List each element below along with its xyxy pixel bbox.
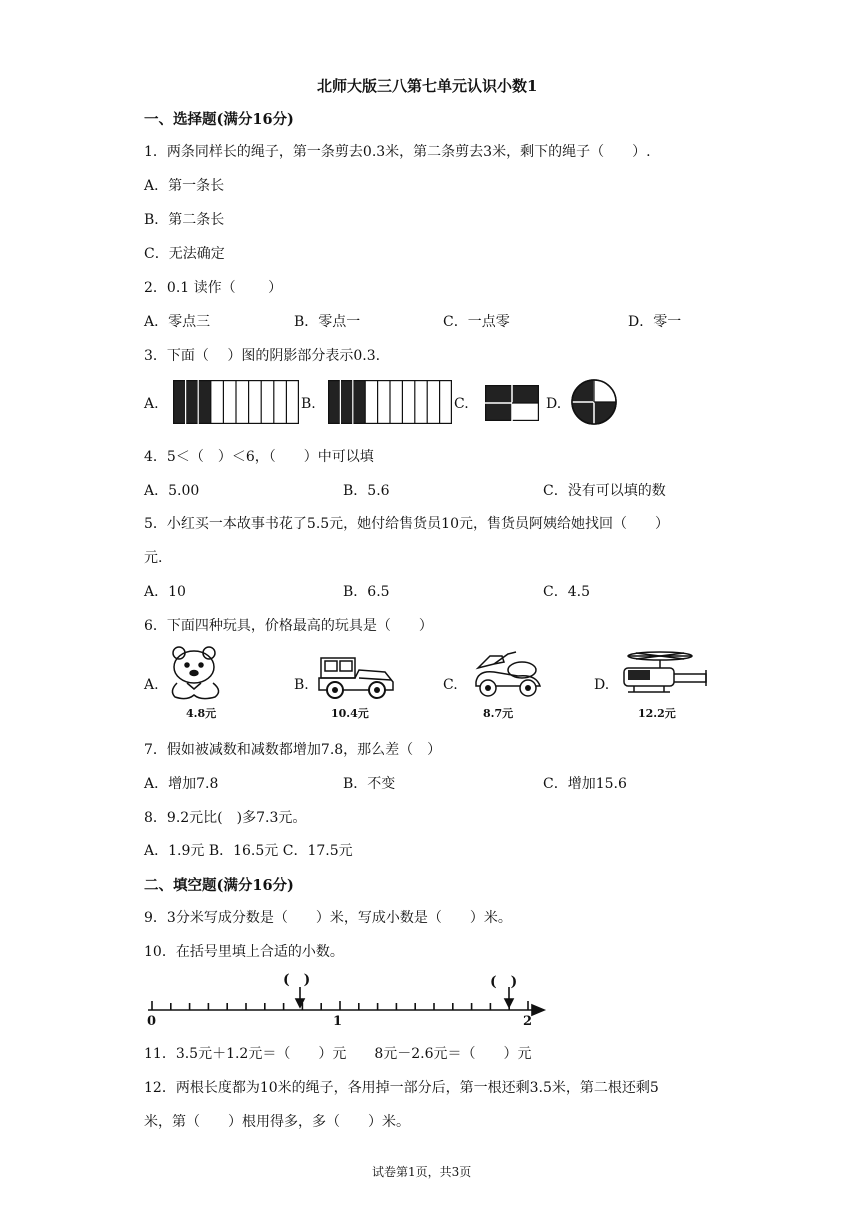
- question-8: 8．9.2元比( )多7.3元。: [144, 810, 307, 826]
- section-heading-choice: 一、选择题(满分16分): [144, 111, 294, 128]
- q6-option-c: C.: [443, 677, 458, 693]
- q4-option-c: C．没有可以填的数: [543, 483, 666, 499]
- scooter-toy-icon: [468, 648, 546, 698]
- question-9: 9．3分米写成分数是（ ）米，写成小数是（ ）米。: [144, 910, 512, 926]
- q6-option-b: B.: [294, 677, 309, 693]
- q3-figure-d: [570, 378, 618, 426]
- q2-option-a: A．零点三: [144, 314, 211, 330]
- question-2: 2．0.1 读作（ ）: [144, 280, 283, 296]
- page-title: 北师大版三八第七单元认识小数1: [317, 77, 538, 95]
- q5-option-b: B．6.5: [343, 584, 390, 600]
- q7-option-a: A．增加7.8: [144, 776, 219, 792]
- q7-option-b: B．不变: [343, 776, 396, 792]
- q1-option-a: A．第一条长: [144, 178, 225, 194]
- q6-price-b: 10.4元: [331, 707, 369, 720]
- q3-figure-a: [173, 380, 299, 424]
- number-line: [146, 985, 546, 1017]
- section-heading-fill: 二、填空题(满分16分): [144, 877, 294, 894]
- number-line-bracket-2: ( ): [490, 974, 518, 990]
- q4-option-b: B．5.6: [343, 483, 390, 499]
- number-line-bracket-1: ( ): [283, 972, 311, 988]
- q2-option-b: B．零点一: [294, 314, 361, 330]
- q6-option-a: A.: [144, 677, 159, 693]
- question-5-continued: 元.: [144, 550, 163, 566]
- number-line-label-0: 0: [147, 1014, 157, 1029]
- q7-option-c: C．增加15.6: [543, 776, 627, 792]
- question-12-continued: 米，第（ ）根用得多，多（ ）米。: [144, 1114, 410, 1130]
- number-line-label-1: 1: [333, 1014, 343, 1029]
- page-footer: 试卷第1页，共3页: [372, 1165, 472, 1179]
- q3-figure-b: [328, 380, 452, 424]
- q5-option-c: C．4.5: [543, 584, 590, 600]
- q8-options: A．1.9元 B．16.5元 C．17.5元: [144, 843, 353, 859]
- q6-price-a: 4.8元: [186, 707, 217, 720]
- question-4: 4．5＜（ ）＜6，（ ）中可以填: [144, 449, 374, 465]
- bear-toy-icon: [165, 645, 229, 701]
- question-1: 1．两条同样长的绳子，第一条剪去0.3米，第二条剪去3米，剩下的绳子（ ）.: [144, 144, 651, 160]
- number-line-label-2: 2: [523, 1014, 533, 1029]
- q6-option-d: D.: [594, 677, 610, 693]
- question-5: 5．小红买一本故事书花了5.5元，她付给售货员10元，售货员阿姨给她找回（ ）: [144, 516, 669, 532]
- q3-option-c: C.: [454, 396, 469, 412]
- q3-figure-c: [485, 385, 539, 421]
- question-7: 7．假如被减数和减数都增加7.8，那么差（ ）: [144, 742, 442, 758]
- helicopter-toy-icon: [620, 650, 712, 700]
- question-3: 3．下面（ ）图的阴影部分表示0.3.: [144, 348, 381, 364]
- q5-option-a: A．10: [144, 584, 186, 600]
- question-12: 12．两根长度都为10米的绳子，各用掉一部分后，第一根还剩3.5米，第二根还剩5: [144, 1080, 659, 1096]
- q3-option-a: A.: [144, 396, 159, 412]
- q2-option-c: C．一点零: [443, 314, 510, 330]
- q3-option-d: D.: [546, 396, 562, 412]
- q1-option-c: C．无法确定: [144, 246, 225, 262]
- question-10: 10．在括号里填上合适的小数。: [144, 944, 344, 960]
- q6-price-c: 8.7元: [483, 707, 514, 720]
- car-toy-icon: [315, 652, 397, 700]
- question-11: 11．3.5元＋1.2元＝（ ）元 8元－2.6元＝（ ）元: [144, 1046, 532, 1062]
- question-6: 6．下面四种玩具，价格最高的玩具是（ ）: [144, 618, 433, 634]
- q2-option-d: D．零一: [628, 314, 682, 330]
- q4-option-a: A．5.00: [144, 483, 200, 499]
- q6-price-d: 12.2元: [638, 707, 676, 720]
- q3-option-b: B.: [301, 396, 316, 412]
- q1-option-b: B．第二条长: [144, 212, 225, 228]
